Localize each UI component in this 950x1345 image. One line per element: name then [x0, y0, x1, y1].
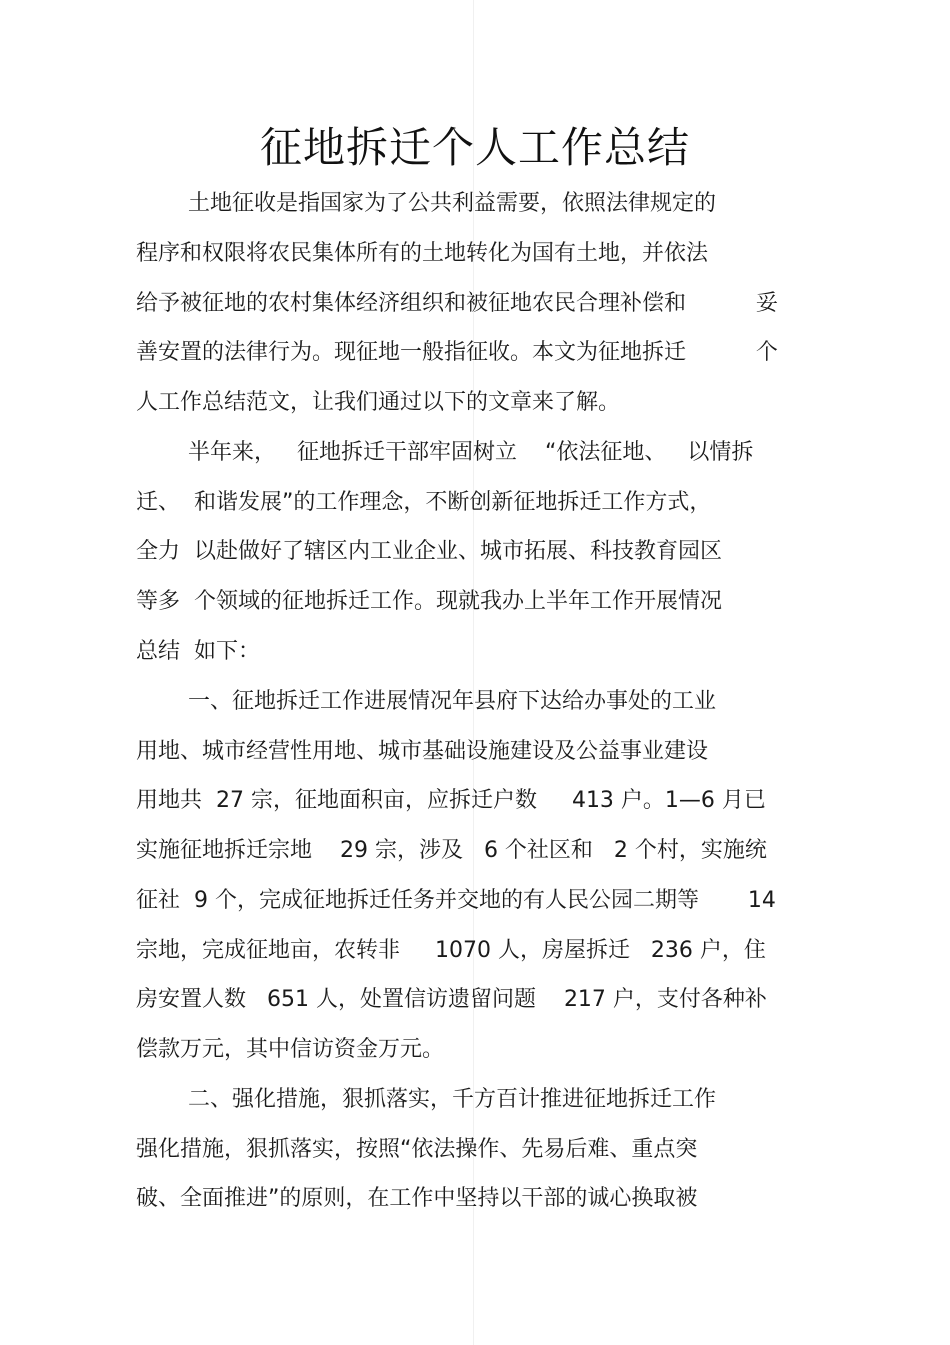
- paragraph-3-line-3: 用地共 27 宗，征地面积亩，应拆迁户数 413 户。1—6 月已: [136, 788, 766, 813]
- paragraph-2-line-5: 总结 如下：: [136, 639, 260, 664]
- paragraph-2-line-4: 等多 个领域的征地拆迁工作。现就我办上半年工作开展情况: [136, 589, 722, 614]
- paragraph-1-line-2: 程序和权限将农民集体所有的土地转化为国有土地，并依法: [136, 241, 709, 266]
- paragraph-3-line-8: 偿款万元，其中信访资金万元。: [136, 1037, 445, 1062]
- paragraph-4-line-2: 强化措施，狠抓落实，按照“依法操作、先易后难、重点突: [136, 1137, 698, 1162]
- paragraph-2-line-2: 迁、 和谐发展”的工作理念，不断创新征地拆迁工作方式，: [136, 490, 712, 515]
- paragraph-3-line-1: 一、征地拆迁工作进展情况年县府下达给办事处的工业: [188, 689, 717, 714]
- paragraph-3-line-5: 征社 9 个，完成征地拆迁任务并交地的有人民公园二期等 14: [136, 888, 776, 913]
- paragraph-1-line-1: 土地征收是指国家为了公共利益需要，依照法律规定的: [188, 191, 717, 216]
- paragraph-1-line-3: 给予被征地的农村集体经济组织和被征地农民合理补偿和 妥: [136, 291, 778, 316]
- paragraph-4-line-3: 破、全面推进”的原则，在工作中坚持以干部的诚心换取被: [136, 1186, 698, 1211]
- paragraph-1-line-4: 善安置的法律行为。现征地一般指征收。本文为征地拆迁 个: [136, 340, 778, 365]
- paragraph-3-line-6: 宗地，完成征地亩，农转非 1070 人，房屋拆迁 236 户，住: [136, 938, 766, 963]
- paragraph-2-line-1: 半年来， 征地拆迁干部牢固树立 “依法征地、 以情拆: [188, 440, 754, 465]
- paragraph-3-line-4: 实施征地拆迁宗地 29 宗，涉及 6 个社区和 2 个村，实施统: [136, 838, 767, 863]
- paragraph-3-line-7: 房安置人数 651 人，处置信访遗留问题 217 户，支付各种补: [136, 987, 767, 1012]
- paragraph-4-line-1: 二、强化措施，狠抓落实，千方百计推进征地拆迁工作: [188, 1087, 717, 1112]
- paragraph-2-line-3: 全力 以赴做好了辖区内工业企业、城市拓展、科技教育园区: [136, 539, 722, 564]
- paragraph-3-line-2: 用地、城市经营性用地、城市基础设施建设及公益事业建设: [136, 739, 709, 764]
- paragraph-1-line-5: 人工作总结范文，让我们通过以下的文章来了解。: [136, 390, 621, 415]
- document-title: 征地拆迁个人工作总结: [259, 123, 690, 172]
